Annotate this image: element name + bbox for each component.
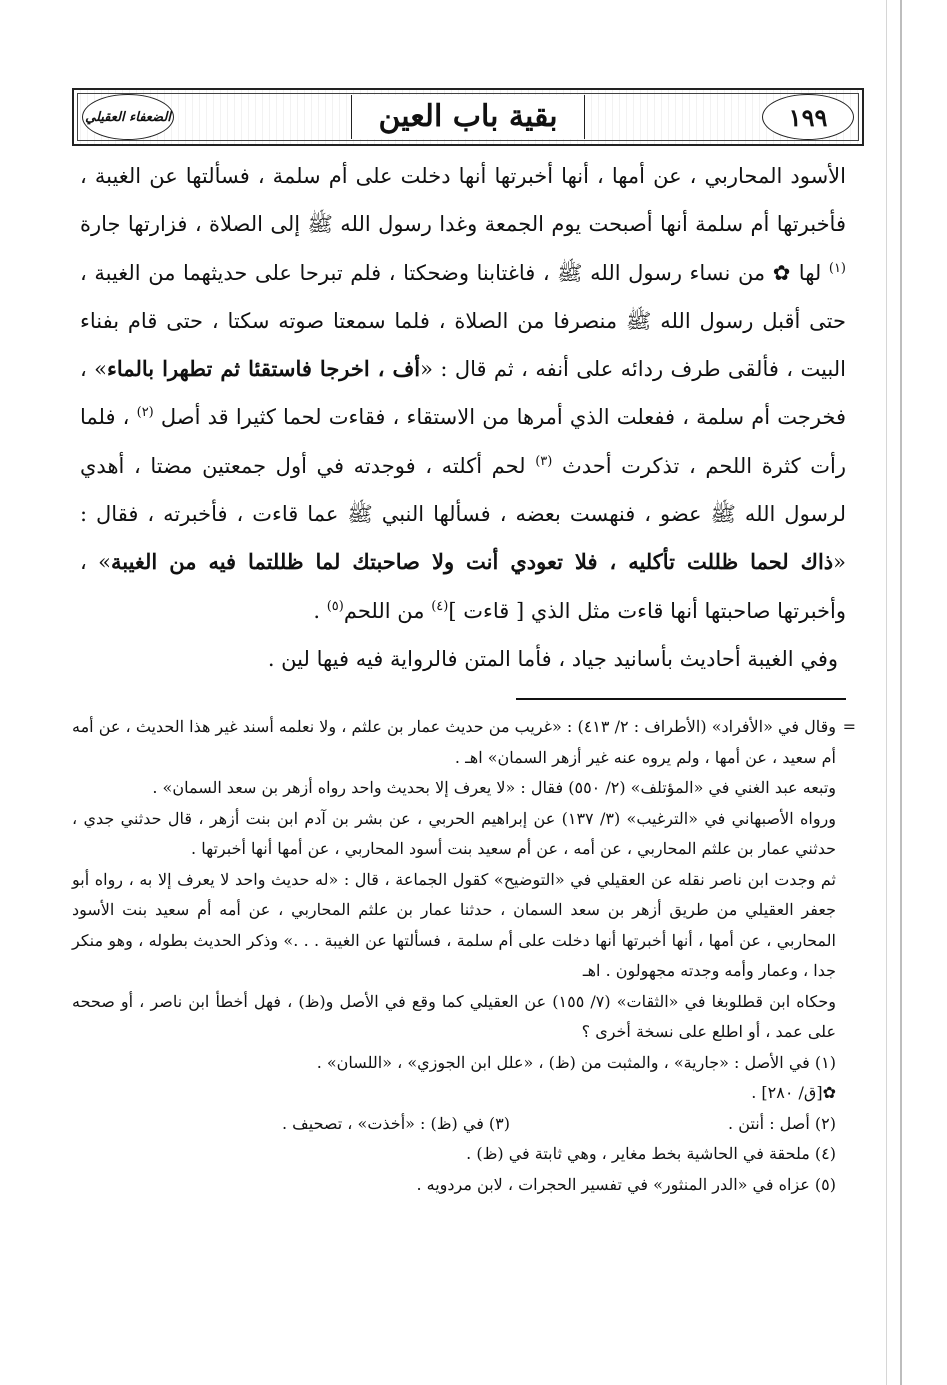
footnote-1: (١) في الأصل : «جارية» ، والمثبت من (ظ) ، «علل ابن الجوزي» ، «اللسان» . [316,1052,836,1072]
footnote-ref-1[interactable]: (١) [828,260,846,276]
note-text: وقال في «الأفراد» (الأطراف : ٢/ ٤١٣) : «غريب من حديث عمار بن علثم ، ولا نعلمه أسند غير هذا الحديث ، عن أمه أم سعيد ، عن أمها ، ولم يروه عنه غير أزهر السمان» اهـ . [72,717,837,767]
footnote-ref-3[interactable]: (٣) [535,453,553,469]
folio-marker: ✿[ق/ ٢٨٠] . [751,1083,836,1102]
footnote-4: (٤) ملحقة في الحاشية بخط مغاير ، وهي ثابتة في (ظ) . [466,1144,836,1163]
continuation-mark: = [842,717,856,736]
note-paragraph: ثم وجدت ابن ناصر نقله عن العقيلي في «التوضيح» كقول الجماعة ، قال : «له حديث واحد لا يعرف إلا به ، رواه أبو جعفر العقيلي من طريق أزهر بن سعد السمان ، حدثنا عمار بن علثم المحاربي ، عن أمه أم سعيد بنت الأسود المحاربي ، عن أمها ، أنها أخبرتها أنها دخلت على أم سلمة ، فسألتها عن الغيبة . . .» وذكر الحديث بطوله ، وهو منكر جدا ، وعمار وأمه وجدته مجهولون . اهـ [72,869,836,980]
text-run: من اللحم [343,598,425,623]
closing-paragraph: وفي الغيبة أحاديث بأسانيد جياد ، فأما المتن فالرواية فيه فيها لين . [267,646,838,671]
footnote-ref-4[interactable]: (٤) [431,598,449,614]
footnote-2: (٢) أصل : أنتن . [728,1113,836,1133]
note-paragraph: ورواه الأصبهاني في «الترغيب» (٣/ ١٣٧) عن إبراهيم الحربي ، عن بشر بن آدم ابن بنت أزهر ، قال حدثني جدي ، حدثني عمار بن علثم المحاربي ، عن أمه ، عن أم سعيد بنت أسود المحاربي ، عن أمها أنها أخبرتها . [72,808,837,858]
note-paragraph: وتبعه عبد الغني في «المؤتلف» (٢/ ٥٥٠) فقال : «لا يعرف إلا بحديث واحد رواه أزهر بن سعد السمان» . [152,778,836,797]
footnote-separator [516,698,846,700]
footnote-row [72,1109,836,1140]
text-run: الأسود المحاربي ، عن أمها ، أنها أخبرتها أنها دخلت على أم سلمة ، فسألتها عن الغيبة ، فأخبرتها أم سلمة أنها أصبحت يوم الجمعة وغدا رسول الله ﷺ إلى الصلاة ، فزارتها جارة [80,164,846,237]
text-run: لها ✿ من نساء رسول الله ﷺ ، فاغتابنا وضحكتا ، فلم تبرحا على حديثهما من الغيبة ، حتى أقبل رسول الله ﷺ منصرفا من الصلاة ، فلما سمعتا صوته سكتا ، حتى قام بفناء البيت ، فألقى طرف ردائه على أنفه ، ثم قال : « [80,260,846,382]
footnote-5: (٥) عزاه في «الدر المنثور» في تفسير الحجرات ، لابن مردويه . [416,1174,836,1194]
footnotes-area [72,712,856,1200]
sentence-end: . [313,598,321,623]
page-header [72,88,864,146]
running-title: بقية باب العين [351,95,584,139]
footnote-3: (٣) في (ظ) : «أخذت» ، تصحيف . [282,1113,511,1133]
page-edge-inner [886,0,887,1385]
note-paragraph [72,712,856,773]
text-run: ، فلما رأت كثرة اللحم ، تذكرت أحدث [80,405,846,478]
page-edge [900,0,902,1385]
footnote-ref-2[interactable]: (٢) [136,405,154,421]
note-paragraph: وحكاه ابن قطلوبغا في «الثقات» (٧/ ١٥٥) عن العقيلي كما وقع في الأصل و(ظ) ، فهل أخطأ ابن ناصر ، أو صححه على عمد ، أو اطلع على نسخة أخرى ؟ [72,991,837,1041]
text-run: » ، فخرجت أم سلمة ، ففعلت الذي أمرها من الاستقاء ، فقاءت لحما كثيرا قد أصل [80,357,847,430]
text-run: » ، وأخبرتها صاحبتها أنها قاءت مثل الذي [ قاءت ] [80,550,846,623]
book-emblem: الضعفاء العقيلي [82,94,174,140]
page-number: ١٩٩ [762,94,854,140]
main-text [80,152,846,683]
hadith-quote: أف ، اخرجا فاستقئا ثم تطهرا بالماء [107,356,421,382]
hadith-quote: ذاك لحما ظللت تأكليه ، فلا تعودي أنت ولا صاحبتك لما ظللتما فيه من الغيبة [110,549,834,575]
footnote-ref-5[interactable]: (٥) [326,598,344,614]
text-run: لحم أكلته ، فوجدته في أول جمعتين مضتا ، أهدي لرسول الله ﷺ عضو ، فنهست بعضه ، فسألها النبي ﷺ عما قاءت ، فأخبرته ، فقال : « [80,453,846,575]
main-paragraph [80,152,846,635]
